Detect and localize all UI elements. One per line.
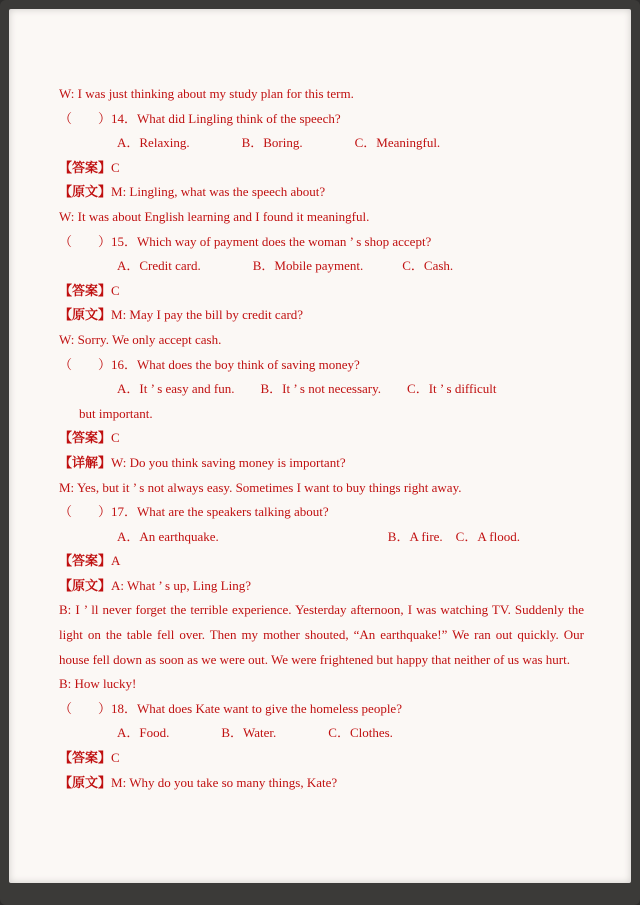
line-text: C [111,430,120,446]
answer-line [59,746,584,771]
options-line: A．Food. B．Water. C．Clothes. [117,725,393,741]
line-text: M: Lingling, what was the speech about? [111,184,326,200]
answer-tag: 【答案】 [59,159,112,175]
dialog-line: W: I was just thinking about my study plan for this term. [59,86,354,101]
dialog-line: W: Sorry. We only accept cash. [59,331,222,347]
answer-tag: 【答案】 [59,553,112,569]
answer-tag: 【答案】 [59,750,112,766]
question-line: （ ）17．What are the speakers talking about? [59,504,329,520]
source-tag: 【原文】 [59,774,112,790]
line-text: M: May I pay the bill by credit card? [111,307,304,323]
dialog-line: M: Yes, but it ’ s not always easy. Sometimes I want to buy things right away. [59,479,462,495]
line-text: C [111,282,120,298]
answer-line [59,156,584,181]
transcript-line [59,771,584,796]
options-continuation-line: but important. [79,405,153,421]
options-line: A．An earthquake. B．A fire. C．A flood. [117,528,520,544]
document-content [59,82,584,795]
transcript-line [59,303,584,328]
transcript-line [59,574,584,599]
line-text: W: Do you think saving money is important? [111,454,346,470]
answer-line [59,549,584,574]
transcript-line [59,180,584,205]
options-line: A．Relaxing. B．Boring. C．Meaningful. [117,135,441,151]
document-page [9,9,631,883]
answer-line [59,279,584,304]
question-line: （ ）16．What does the boy think of saving money? [59,356,360,372]
line-text: A [111,553,121,569]
source-tag: 【原文】 [59,307,112,323]
transcript-line [59,451,584,476]
line-text: M: Why do you take so many things, Kate? [111,774,338,790]
source-tag: 【原文】 [59,577,112,593]
answer-tag: 【答案】 [59,282,112,298]
dialog-line: B: How lucky! [59,676,137,692]
transcript-paragraph: B: I ’ ll never forget the terrible experience. Yesterday afternoon, I was watching TV. Suddenly the light on the table fell over. Then my mother shouted, “An earthquake!” We ran out quickly. Our house fell down as soon as we were out. We were frightened but happy that neither of us was hurt. [59,602,584,667]
question-line: （ ）14．What did Lingling think of the speech? [59,110,341,126]
source-tag: 【原文】 [59,184,112,200]
line-text: A: What ’ s up, Ling Ling? [111,577,251,593]
options-line: A．It ’ s easy and fun. B．It ’ s not necessary. C．It ’ s difficult [117,381,497,397]
answer-tag: 【答案】 [59,430,112,446]
question-line: （ ）18．What does Kate want to give the homeless people? [59,700,402,716]
answer-line [59,426,584,451]
question-line: （ ）15．Which way of payment does the woman ’ s shop accept? [59,233,432,249]
line-text: C [111,750,120,766]
dialog-line: W: It was about English learning and I found it meaningful. [59,208,370,224]
line-text: C [111,159,120,175]
source-tag: 【详解】 [59,454,112,470]
options-line: A．Credit card. B．Mobile payment. C．Cash. [117,258,454,274]
